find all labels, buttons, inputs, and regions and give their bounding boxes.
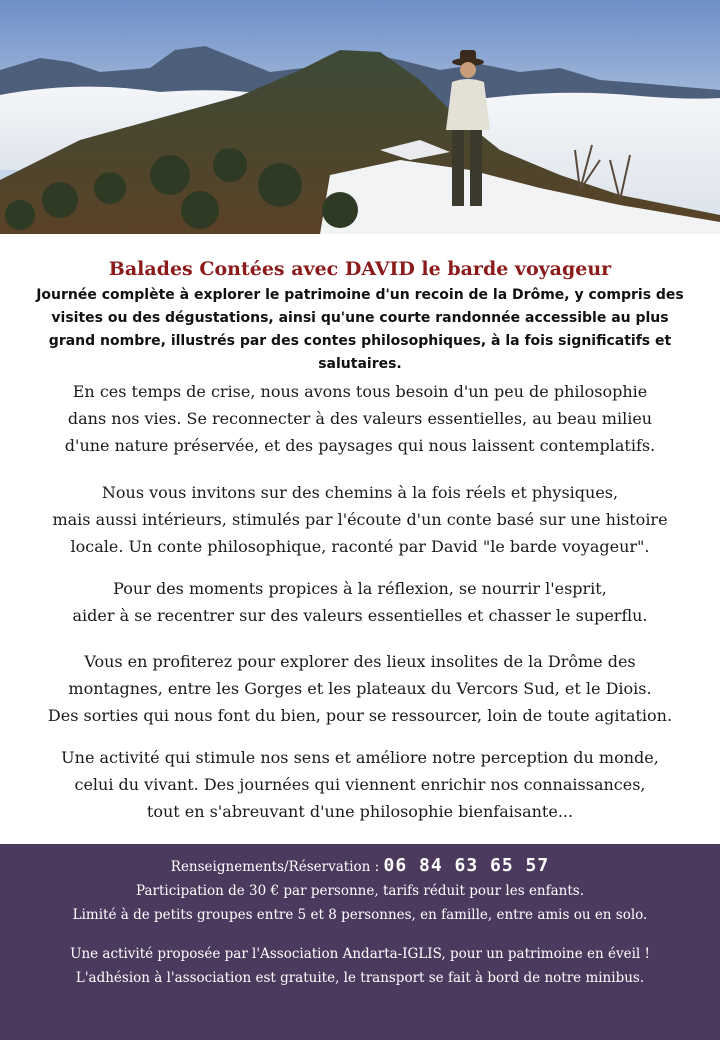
paragraph-4	[0, 648, 720, 729]
paragraph-line: celui du vivant. Des journées qui viennent enrichir nos connaissances,	[74, 775, 646, 794]
paragraph-1	[0, 378, 720, 459]
paragraph-line: d'une nature préservée, et des paysages qui nous laissent contemplatifs.	[64, 436, 656, 455]
contact-label: Renseignements/Réservation :	[170, 859, 384, 875]
paragraph-line: Nous vous invitons sur des chemins à la fois réels et physiques,	[101, 483, 619, 502]
hero-photo	[0, 0, 720, 234]
paragraph-line: Vous en profiterez pour explorer des lieux insolites de la Drôme des	[84, 652, 636, 671]
paragraph-line: dans nos vies. Se reconnecter à des valeurs essentielles, au beau milieu	[67, 409, 653, 428]
mountain-landscape-image	[0, 0, 720, 234]
association-line: Une activité proposée par l'Association Andarta-IGLIS, pour un patrimoine en éveil !	[70, 946, 650, 962]
paragraph-5	[0, 744, 720, 825]
paragraph-line: aider à se recentrer sur des valeurs essentielles et chasser le superflu.	[72, 606, 648, 625]
flyer-subtitle: Journée complète à explorer le patrimoine d'un recoin de la Drôme, y compris des visites ou des dégustations, ainsi qu'une courte randonnée accessible au plus grand nombre, illustrés par des contes philosophiques, à la fois significatifs et salutaires.	[36, 287, 684, 372]
paragraph-line: locale. Un conte philosophique, raconté par David "le barde voyageur".	[70, 537, 650, 556]
membership-line: L'adhésion à l'association est gratuite, le transport se fait à bord de notre minibus.	[75, 970, 645, 986]
contact-line	[0, 854, 720, 879]
intro-block	[0, 256, 720, 376]
phone-number[interactable]: 06 84 63 65 57	[383, 855, 550, 876]
paragraph-line: Une activité qui stimule nos sens et améliore notre perception du monde,	[61, 748, 659, 767]
paragraph-line: tout en s'abreuvant d'une philosophie bienfaisante...	[146, 802, 574, 821]
paragraph-line: En ces temps de crise, nous avons tous besoin d'un peu de philosophie	[72, 382, 648, 401]
paragraph-3	[0, 575, 720, 629]
paragraph-line: montagnes, entre les Gorges et les plateaux du Vercors Sud, et le Diois.	[68, 679, 652, 698]
footer-association	[0, 942, 720, 990]
flyer-title: Balades Contées avec DAVID le barde voyageur	[108, 258, 612, 280]
paragraph-line: mais aussi intérieurs, stimulés par l'écoute d'un conte basé sur une histoire	[52, 510, 668, 529]
price-line: Participation de 30 € par personne, tarifs réduit pour les enfants.	[135, 883, 585, 899]
footer-band	[0, 844, 720, 1040]
paragraph-line: Des sorties qui nous font du bien, pour se ressourcer, loin de toute agitation.	[47, 706, 673, 725]
footer-info	[0, 854, 720, 927]
paragraph-2	[0, 479, 720, 560]
paragraph-line: Pour des moments propices à la réflexion, se nourrir l'esprit,	[113, 579, 607, 598]
groups-line: Limité à de petits groupes entre 5 et 8 personnes, en famille, entre amis ou en solo.	[72, 907, 648, 923]
